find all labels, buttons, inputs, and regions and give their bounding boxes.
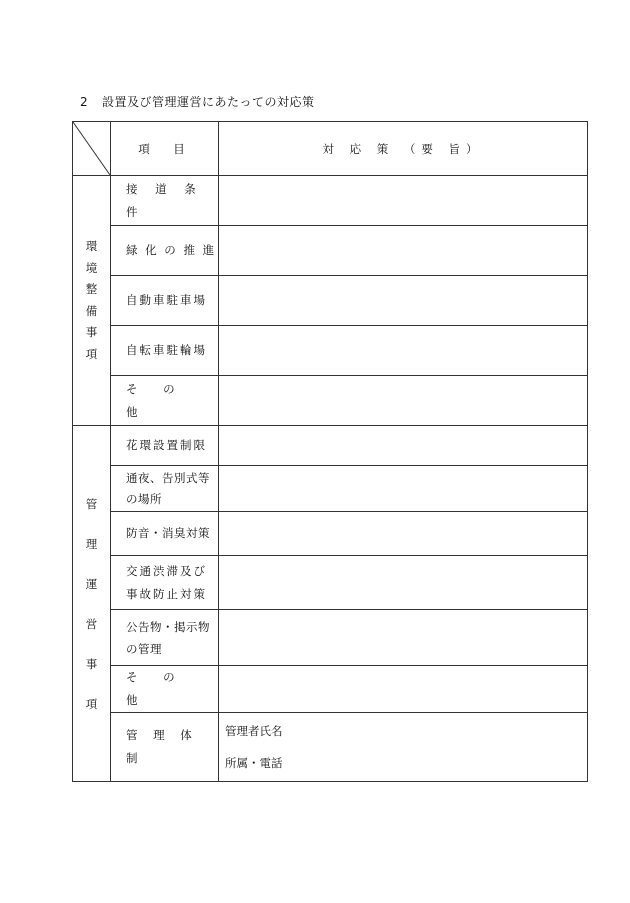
category-environment: 環 境 整 備 事 項: [73, 176, 111, 426]
table-row: [73, 713, 588, 782]
response-vigil-venue[interactable]: [219, 466, 588, 512]
table-row: [73, 326, 588, 376]
item-road-access: 接 道 条 件: [111, 176, 219, 226]
response-road-access[interactable]: [219, 176, 588, 226]
table-row: [73, 556, 588, 610]
item-other-1: そ の 他: [111, 376, 219, 426]
response-bicycle-parking[interactable]: [219, 326, 588, 376]
measures-form-table: [72, 121, 588, 782]
response-other-2[interactable]: [219, 666, 588, 713]
diagonal-line: [73, 122, 110, 175]
table-row: [73, 466, 588, 512]
table-row: [73, 276, 588, 326]
response-wreath-limit[interactable]: [219, 426, 588, 466]
item-vigil-venue: 通夜、告別式等 の場所: [111, 466, 219, 512]
manager-name-label: 管理者氏名: [225, 724, 283, 738]
response-greening[interactable]: [219, 226, 588, 276]
response-management-system: [219, 713, 588, 782]
diagonal-corner-cell: [73, 122, 111, 176]
header-measures: 対 応 策 （要 旨）: [219, 122, 588, 176]
affiliation-phone-label: 所属・電話: [225, 756, 283, 770]
item-signage: 公告物・掲示物 の管理: [111, 610, 219, 666]
section-heading: [80, 93, 315, 110]
item-other-2: そ の 他: [111, 666, 219, 713]
section-title: 設置及び管理運営にあたっての対応策: [102, 95, 315, 109]
table-row: [73, 666, 588, 713]
item-bicycle-parking: 自転車駐輪場: [111, 326, 219, 376]
item-traffic-safety: 交通渋滞及び 事故防止対策: [111, 556, 219, 610]
item-noise-odor: 防音・消臭対策: [111, 512, 219, 556]
category-management: 管 理 運 営 事 項: [73, 426, 111, 782]
table-header-row: [73, 122, 588, 176]
table-row: [73, 610, 588, 666]
item-greening: 緑 化 の 推 進: [111, 226, 219, 276]
table-row: [73, 426, 588, 466]
response-traffic-safety[interactable]: [219, 556, 588, 610]
item-car-parking: 自動車駐車場: [111, 276, 219, 326]
item-wreath-limit: 花環設置制限: [111, 426, 219, 466]
table-row: [73, 226, 588, 276]
table-row: [73, 512, 588, 556]
item-management-system: 管 理 体 制: [111, 713, 219, 782]
response-noise-odor[interactable]: [219, 512, 588, 556]
table-row: [73, 376, 588, 426]
section-number: 2: [80, 95, 89, 109]
table-row: [73, 176, 588, 226]
header-item: 項 目: [111, 122, 219, 176]
response-signage[interactable]: [219, 610, 588, 666]
response-car-parking[interactable]: [219, 276, 588, 326]
response-other-1[interactable]: [219, 376, 588, 426]
